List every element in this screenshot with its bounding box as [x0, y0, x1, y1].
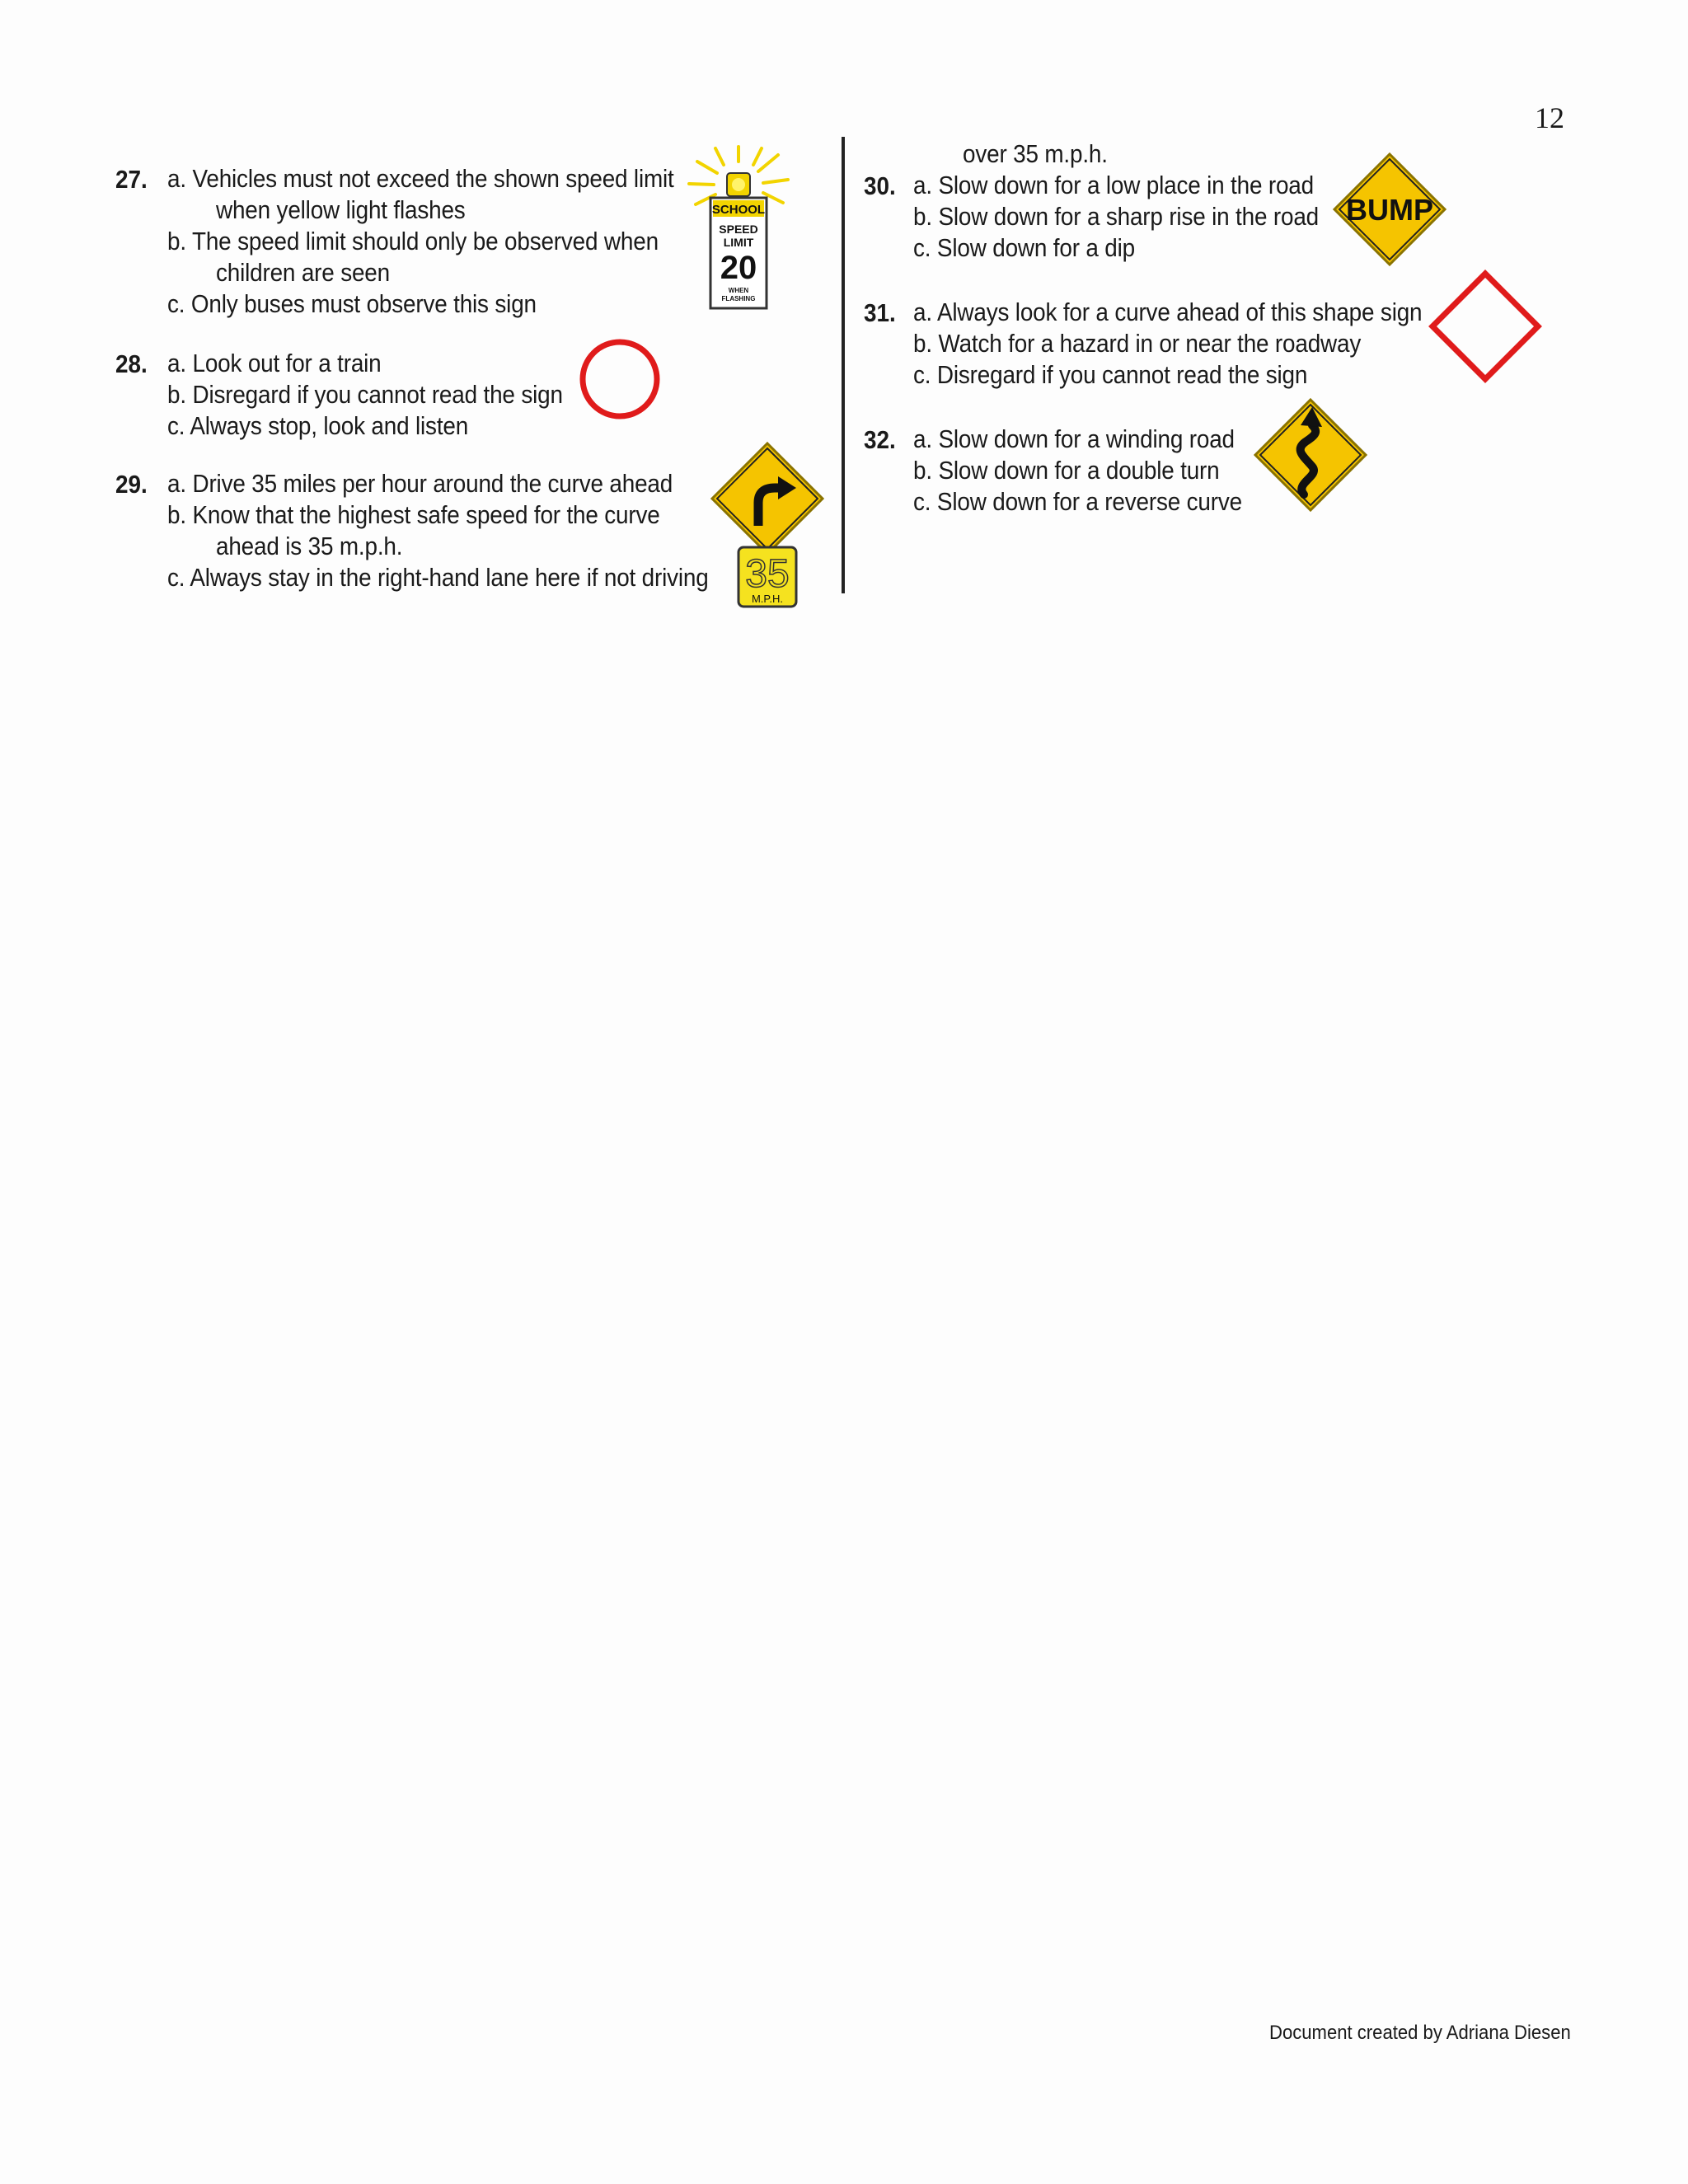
sign-limit-value: 20: [720, 250, 757, 286]
question-28-number: 28.: [115, 349, 148, 378]
question-30-number: 30.: [864, 171, 896, 200]
question-29-option-c-cont: over 35 m.p.h.: [963, 139, 1108, 168]
question-27-option-c: c. Only buses must observe this sign: [167, 289, 537, 318]
question-27-number: 27.: [115, 165, 148, 194]
question-27-option-b-cont: children are seen: [216, 258, 390, 287]
diamond-sign-icon: [1428, 269, 1543, 384]
sign-limit-label: LIMIT: [723, 236, 754, 249]
question-28-option-c: c. Always stop, look and listen: [167, 411, 469, 440]
bump-sign-text: BUMP: [1346, 193, 1433, 227]
question-31-option-c: c. Disregard if you cannot read the sign: [913, 360, 1308, 389]
column-divider: [842, 137, 845, 593]
question-30-option-a: a. Slow down for a low place in the road: [913, 171, 1314, 199]
question-28-option-a: a. Look out for a train: [167, 349, 382, 377]
sign-when-label: WHEN: [728, 287, 749, 294]
question-31-option-a: a. Always look for a curve ahead of this shape sign: [913, 298, 1423, 326]
question-27-option-b: b. The speed limit should only be observed when: [167, 227, 659, 255]
question-32-option-c: c. Slow down for a reverse curve: [913, 487, 1242, 516]
bump-sign-icon: [1332, 152, 1447, 267]
question-29-option-a: a. Drive 35 miles per hour around the curve ahead: [167, 469, 673, 498]
sign-speed-label: SPEED: [719, 223, 758, 236]
circle-sign-icon: [577, 336, 663, 422]
winding-road-sign-icon: [1253, 397, 1368, 513]
question-31-number: 31.: [864, 298, 896, 327]
question-27-option-a: a. Vehicles must not exceed the shown speed limit: [167, 164, 674, 193]
question-28-option-b: b. Disregard if you cannot read the sign: [167, 380, 563, 409]
sign-school-label: SCHOOL: [711, 203, 766, 217]
school-speed-limit-sign-icon: [681, 138, 796, 313]
question-32-option-b: b. Slow down for a double turn: [913, 456, 1220, 485]
question-30-option-b: b. Slow down for a sharp rise in the road: [913, 202, 1319, 231]
plaque-speed-value: 35: [745, 552, 790, 596]
question-32-number: 32.: [864, 425, 896, 454]
sign-flashing-label: FLASHING: [721, 295, 756, 302]
question-31-option-b: b. Watch for a hazard in or near the roadway: [913, 329, 1362, 358]
page-number: 12: [1535, 101, 1564, 134]
curve-speed-sign-icon: [707, 440, 828, 610]
question-29-number: 29.: [115, 470, 148, 499]
question-29-option-b: b. Know that the highest safe speed for the curve: [167, 500, 660, 529]
question-29-option-c: c. Always stay in the right-hand lane here if not driving: [167, 563, 709, 592]
question-30-option-c: c. Slow down for a dip: [913, 233, 1135, 262]
question-29-option-b-cont: ahead is 35 m.p.h.: [216, 532, 403, 560]
question-27-option-a-cont: when yellow light flashes: [216, 195, 466, 224]
question-32-option-a: a. Slow down for a winding road: [913, 424, 1235, 453]
footer-credit: Document created by Adriana Diesen: [1269, 2022, 1571, 2044]
plaque-speed-unit: M.P.H.: [751, 593, 784, 605]
